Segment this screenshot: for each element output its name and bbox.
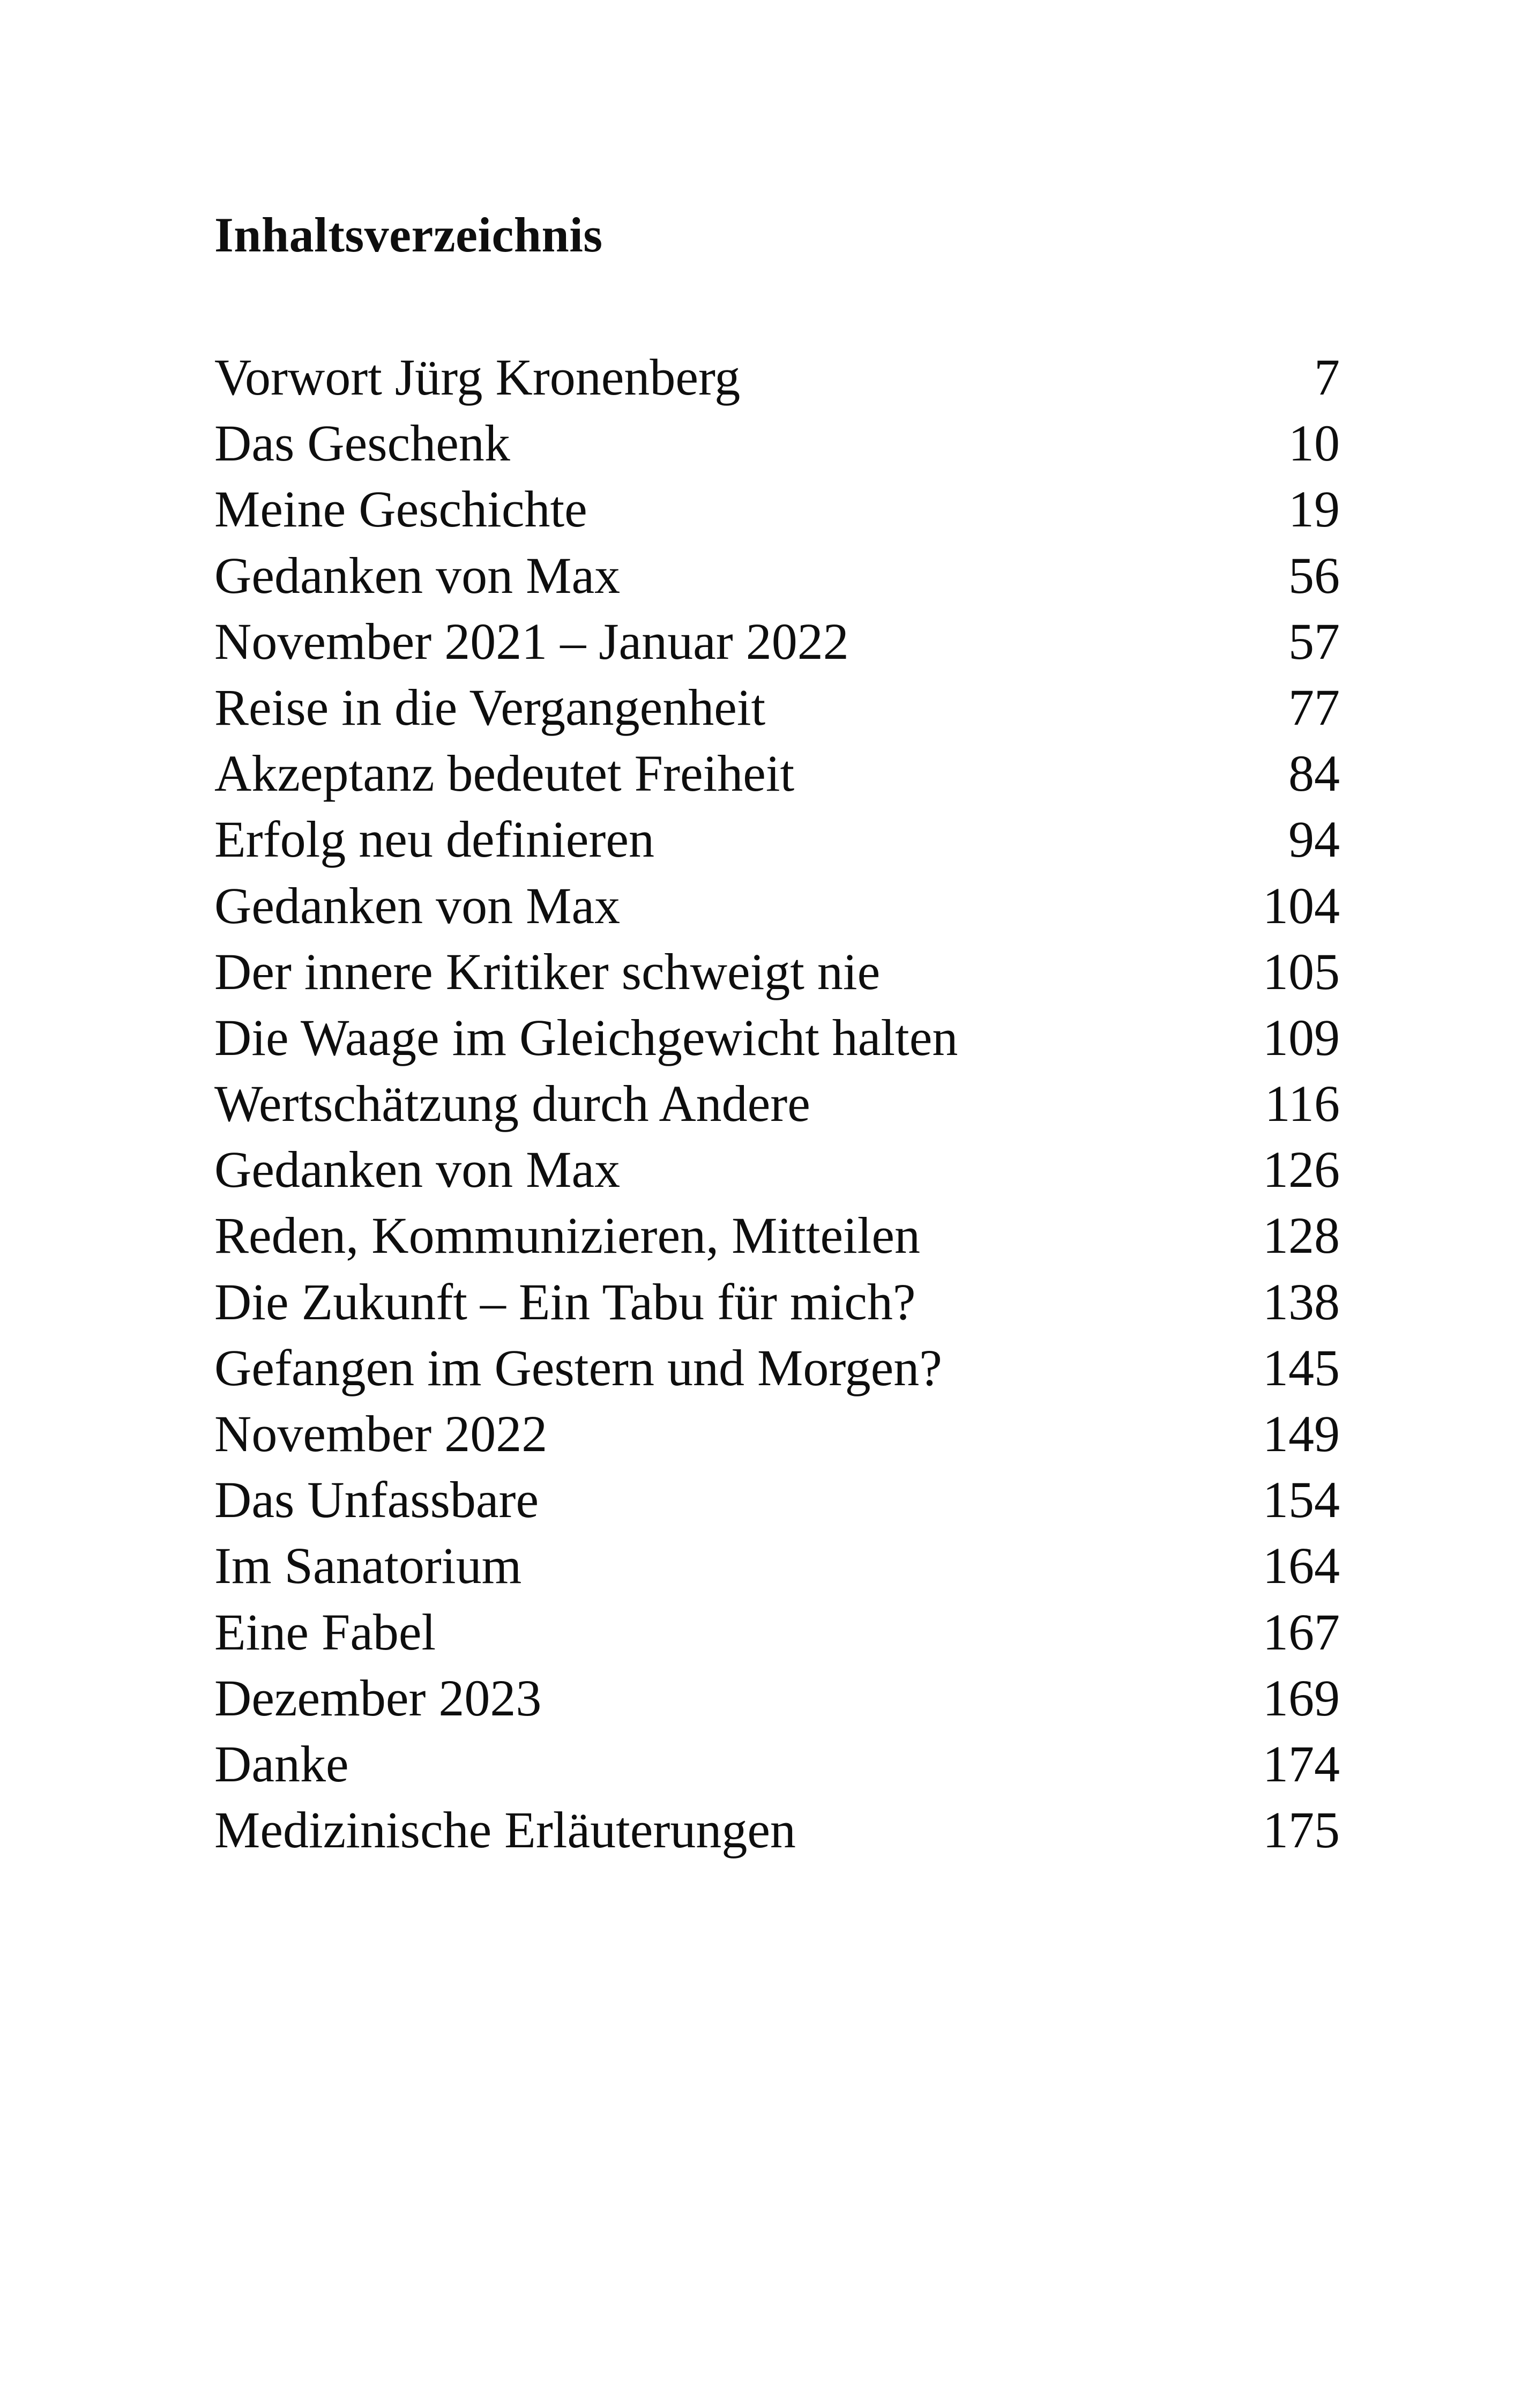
page-title: Inhaltsverzeichnis xyxy=(214,207,603,262)
toc-entry-label: November 2021 – Januar 2022 xyxy=(214,612,849,670)
toc-entry-page-number: 138 xyxy=(1263,1273,1340,1331)
toc-entry-page-number: 109 xyxy=(1263,1008,1340,1066)
toc-entry-label: Akzeptanz bedeutet Freiheit xyxy=(214,745,795,802)
toc-entry xyxy=(214,1401,1340,1467)
toc-entry-page-number: 105 xyxy=(1263,942,1340,1000)
toc-entry xyxy=(214,1005,1340,1071)
toc-entry-page-number: 7 xyxy=(1314,348,1340,406)
toc-entry xyxy=(214,410,1340,476)
toc-entry xyxy=(214,344,1340,410)
toc-entry xyxy=(214,608,1340,674)
toc-entry-page-number: 126 xyxy=(1263,1141,1340,1199)
toc-entry-label: Gedanken von Max xyxy=(214,1141,621,1199)
toc-entry-label: Dezember 2023 xyxy=(214,1669,542,1727)
toc-entry-page-number: 57 xyxy=(1288,612,1340,670)
toc-entry-page-number: 104 xyxy=(1263,876,1340,934)
toc-entry-page-number: 169 xyxy=(1263,1669,1340,1727)
toc-entry-label: Meine Geschichte xyxy=(214,480,587,538)
toc-entry-page-number: 84 xyxy=(1288,745,1340,802)
toc-entry xyxy=(214,939,1340,1005)
toc-entry xyxy=(214,1731,1340,1797)
toc-entry-label: Die Waage im Gleichgewicht halten xyxy=(214,1008,958,1066)
toc-entry-page-number: 128 xyxy=(1263,1207,1340,1265)
toc-entry-label: Eine Fabel xyxy=(214,1603,436,1661)
toc-entry xyxy=(214,1797,1340,1863)
toc-entry-page-number: 56 xyxy=(1288,546,1340,604)
toc-entry-page-number: 77 xyxy=(1288,678,1340,736)
toc-entry-label: Vorwort Jürg Kronenberg xyxy=(214,348,741,406)
toc-entry-page-number: 10 xyxy=(1288,414,1340,472)
toc-entry xyxy=(214,1533,1340,1599)
toc-entry xyxy=(214,806,1340,872)
toc-entry-page-number: 175 xyxy=(1263,1801,1340,1859)
toc-entry-page-number: 167 xyxy=(1263,1603,1340,1661)
toc-entry xyxy=(214,674,1340,740)
toc-entry-page-number: 145 xyxy=(1263,1339,1340,1396)
toc-entry-label: Reise in die Vergangenheit xyxy=(214,678,766,736)
toc-entry xyxy=(214,1202,1340,1268)
toc-entry xyxy=(214,1071,1340,1136)
toc-entry-page-number: 174 xyxy=(1263,1735,1340,1793)
toc-entry-page-number: 149 xyxy=(1263,1405,1340,1462)
toc-entry xyxy=(214,476,1340,542)
toc-entry xyxy=(214,740,1340,806)
toc-entry xyxy=(214,542,1340,608)
toc-entry xyxy=(214,1335,1340,1401)
toc-entry-label: Medizinische Erläuterungen xyxy=(214,1801,796,1859)
toc-entry-label: Das Geschenk xyxy=(214,414,510,472)
toc-entry-label: November 2022 xyxy=(214,1405,548,1462)
toc-entry-page-number: 154 xyxy=(1263,1471,1340,1529)
toc-entry-page-number: 19 xyxy=(1288,480,1340,538)
toc-entry xyxy=(214,1136,1340,1202)
toc-entry-label: Gedanken von Max xyxy=(214,876,621,934)
toc-entry xyxy=(214,1599,1340,1665)
toc-entry-label: Der innere Kritiker schweigt nie xyxy=(214,942,881,1000)
toc-entry-label: Reden, Kommunizieren, Mitteilen xyxy=(214,1207,920,1265)
toc-entry xyxy=(214,873,1340,939)
toc-entry-page-number: 116 xyxy=(1264,1075,1340,1133)
toc-entry-label: Das Unfassbare xyxy=(214,1471,539,1529)
toc-entry-label: Gefangen im Gestern und Morgen? xyxy=(214,1339,942,1396)
table-of-contents xyxy=(214,344,1340,1863)
toc-entry-page-number: 164 xyxy=(1263,1537,1340,1595)
toc-entry xyxy=(214,1467,1340,1533)
toc-entry-label: Gedanken von Max xyxy=(214,546,621,604)
toc-entry-label: Wertschätzung durch Andere xyxy=(214,1075,810,1133)
toc-entry-label: Danke xyxy=(214,1735,349,1793)
toc-entry-label: Die Zukunft – Ein Tabu für mich? xyxy=(214,1273,916,1331)
toc-entry xyxy=(214,1269,1340,1335)
toc-entry-page-number: 94 xyxy=(1288,811,1340,868)
toc-entry xyxy=(214,1665,1340,1731)
toc-entry-label: Erfolg neu definieren xyxy=(214,811,654,868)
toc-entry-label: Im Sanatorium xyxy=(214,1537,522,1595)
